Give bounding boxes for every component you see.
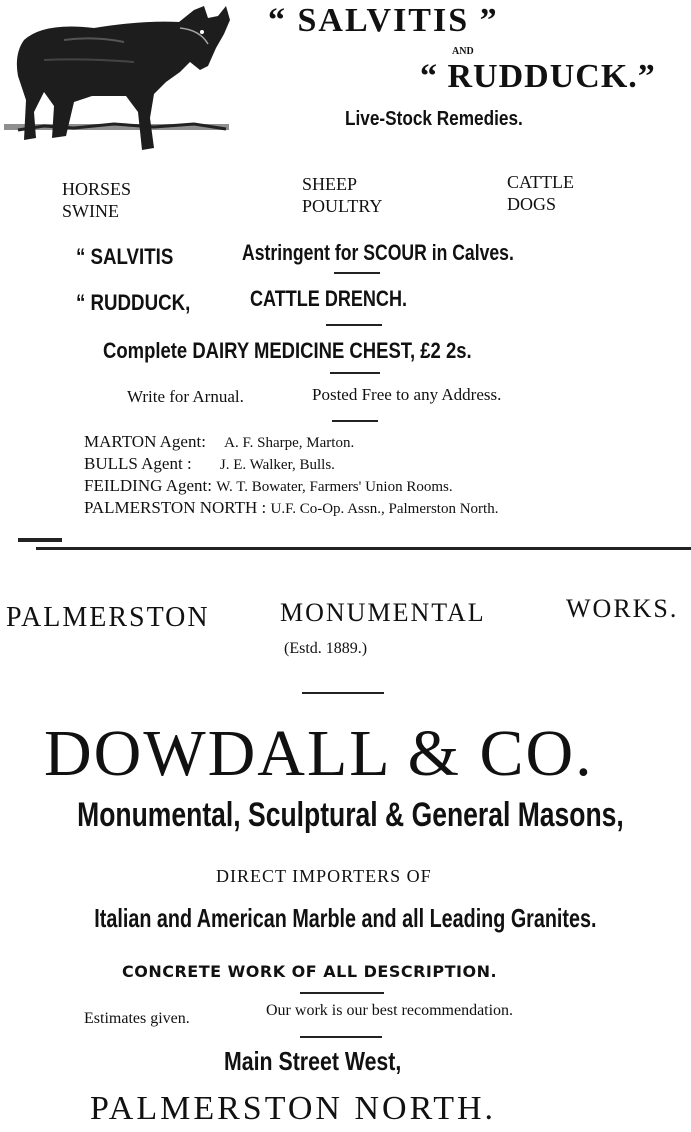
company-name: DOWDALL & CO. [44, 717, 594, 790]
animal-sheep: SHEEP [302, 174, 358, 194]
and-word: AND [452, 46, 474, 57]
rule-1 [334, 272, 380, 274]
estimates-given: Estimates given. [84, 1010, 190, 1027]
concrete-line: CONCRETE WORK OF ALL DESCRIPTION. [122, 962, 498, 981]
rule-3 [330, 372, 380, 374]
agent-feilding [84, 476, 453, 496]
write-for-annual: Write for Arnual. [127, 387, 244, 406]
animal-swine: SWINE [62, 201, 119, 221]
rule-5 [302, 692, 384, 694]
agent-bulls-place: BULLS Agent : [84, 454, 192, 473]
animal-poultry: POULTRY [302, 196, 383, 216]
animal-col-1 [62, 178, 131, 222]
rudduck-line-rest: CATTLE DRENCH. [250, 286, 408, 311]
header-works: WORKS. [566, 594, 679, 623]
agent-marton-name: A. F. Sharpe, Marton. [224, 435, 355, 451]
agent-marton [84, 432, 354, 452]
agent-marton-place: MARTON Agent: [84, 432, 206, 451]
salvitis-line-quote: “ SALVITIS [76, 244, 174, 269]
marble-line [0, 903, 691, 934]
livestock-subtitle: Live-Stock Remedies. [345, 108, 523, 130]
dairy-chest-line: Complete DAIRY MEDICINE CHEST, £2 2s. [103, 338, 472, 363]
animal-col-2 [302, 173, 382, 217]
header-monumental: MONUMENTAL [280, 598, 486, 627]
agent-palmerston-name: U.F. Co-Op. Assn., Palmerston North. [270, 501, 499, 517]
recommendation: Our work is our best recommendation. [266, 1002, 514, 1019]
importers-line: DIRECT IMPORTERS OF [216, 866, 432, 886]
short-dash-left [18, 538, 62, 542]
street-line: Main Street West, [224, 1046, 402, 1076]
salvitis-title: “ SALVITIS ” [268, 2, 499, 39]
agent-palmerston [84, 498, 498, 518]
animal-horses: HORSES [62, 179, 132, 199]
trade-line [0, 796, 691, 835]
agent-palmerston-place: PALMERSTON NORTH : [84, 498, 267, 517]
rudduck-line-quote: “ RUDDUCK, [76, 290, 191, 315]
header-palmerston: PALMERSTON [6, 602, 210, 633]
trade-text: Monumental, Sculptural & General Masons, [77, 796, 624, 834]
agent-bulls [84, 454, 335, 474]
animal-cattle: CATTLE [507, 172, 574, 192]
salvitis-line-rest: Astringent for SCOUR in Calves. [242, 240, 514, 265]
rule-2 [326, 324, 382, 326]
bull-illustration [4, 0, 236, 160]
animal-dogs: DOGS [507, 194, 557, 214]
rule-7 [300, 1036, 382, 1038]
ad-separator [36, 547, 691, 550]
town-line: PALMERSTON NORTH. [90, 1090, 497, 1127]
agent-bulls-name: J. E. Walker, Bulls. [219, 457, 335, 473]
agent-feilding-name: W. T. Bowater, Farmers' Union Rooms. [216, 479, 453, 495]
rule-6 [300, 992, 384, 994]
established-date: (Estd. 1889.) [284, 640, 368, 657]
marble-text: Italian and American Marble and all Leading Granites. [94, 903, 597, 933]
rudduck-title: “ RUDDUCK.” [420, 58, 656, 95]
rule-4 [332, 420, 378, 422]
animal-col-3 [507, 171, 574, 215]
agent-feilding-place: FEILDING Agent: [84, 476, 212, 495]
posted-free: Posted Free to any Address. [312, 385, 502, 404]
